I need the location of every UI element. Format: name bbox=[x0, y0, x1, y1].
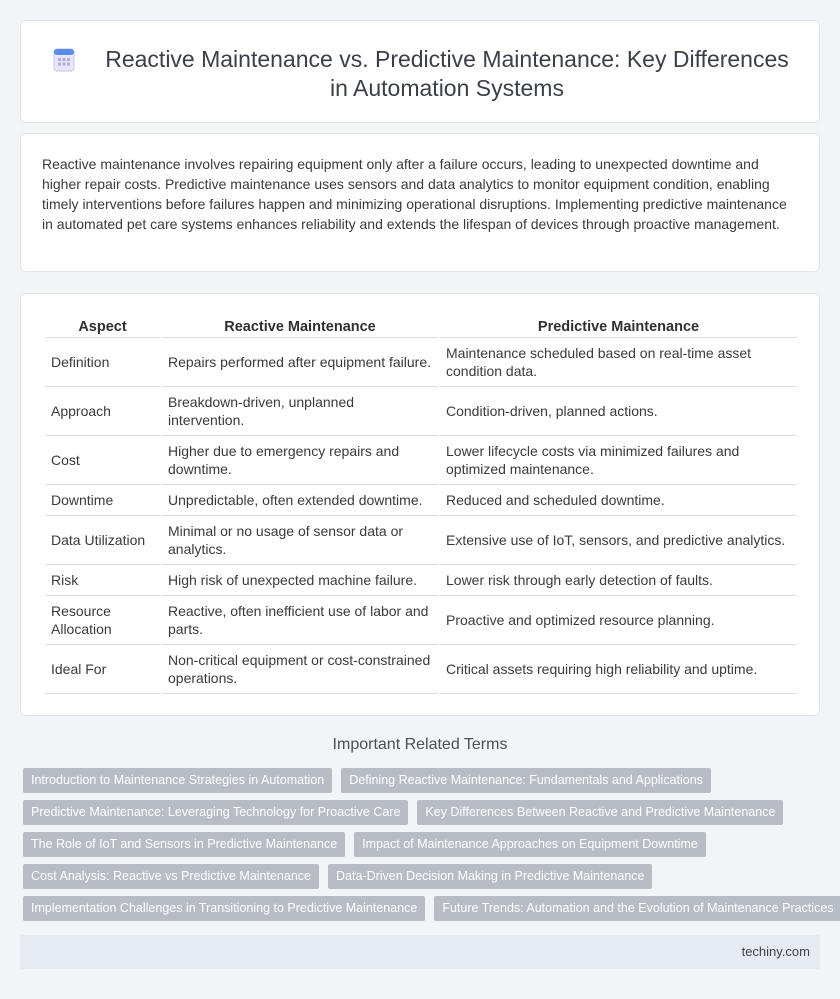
table-row bbox=[45, 565, 797, 596]
related-term-tag[interactable]: Defining Reactive Maintenance: Fundamentals and Applications bbox=[341, 768, 711, 793]
row-reactive: High risk of unexpected machine failure. bbox=[162, 565, 438, 596]
row-reactive: Non-critical equipment or cost-constrained operations. bbox=[162, 645, 438, 694]
row-aspect: Ideal For bbox=[45, 645, 160, 694]
row-aspect: Resource Allocation bbox=[45, 596, 160, 645]
document-icon bbox=[51, 47, 77, 73]
footer bbox=[20, 935, 820, 969]
table-row bbox=[45, 596, 797, 645]
related-terms-heading: Important Related Terms bbox=[332, 736, 508, 753]
header-reactive: Reactive Maintenance bbox=[162, 316, 438, 338]
table-row bbox=[45, 516, 797, 565]
row-predictive: Reduced and scheduled downtime. bbox=[440, 485, 797, 516]
row-reactive: Higher due to emergency repairs and downtime. bbox=[162, 436, 438, 485]
table-row bbox=[45, 485, 797, 516]
row-aspect: Risk bbox=[45, 565, 160, 596]
table-row bbox=[45, 645, 797, 694]
table-row bbox=[45, 387, 797, 436]
row-predictive: Maintenance scheduled based on real-time asset condition data. bbox=[440, 338, 797, 387]
row-predictive: Proactive and optimized resource planning. bbox=[440, 596, 797, 645]
header-predictive: Predictive Maintenance bbox=[440, 316, 797, 338]
related-term-tag[interactable]: Future Trends: Automation and the Evolution of Maintenance Practices bbox=[434, 896, 840, 921]
row-predictive: Condition-driven, planned actions. bbox=[440, 387, 797, 436]
page-title: Reactive Maintenance vs. Predictive Maintenance: Key Differences in Automation Systems bbox=[105, 46, 789, 101]
related-term-tag[interactable]: Implementation Challenges in Transitioning to Predictive Maintenance bbox=[23, 896, 425, 921]
row-reactive: Breakdown-driven, unplanned intervention. bbox=[162, 387, 438, 436]
row-predictive: Extensive use of IoT, sensors, and predictive analytics. bbox=[440, 516, 797, 565]
row-aspect: Cost bbox=[45, 436, 160, 485]
related-term-tag[interactable]: Impact of Maintenance Approaches on Equipment Downtime bbox=[354, 832, 706, 857]
row-aspect: Approach bbox=[45, 387, 160, 436]
title-card bbox=[20, 20, 820, 123]
row-predictive: Lower lifecycle costs via minimized failures and optimized maintenance. bbox=[440, 436, 797, 485]
comparison-card bbox=[20, 293, 820, 716]
row-reactive: Repairs performed after equipment failure. bbox=[162, 338, 438, 387]
row-reactive: Unpredictable, often extended downtime. bbox=[162, 485, 438, 516]
related-term-tag[interactable]: The Role of IoT and Sensors in Predictive Maintenance bbox=[23, 832, 345, 857]
related-term-tag[interactable]: Predictive Maintenance: Leveraging Technology for Proactive Care bbox=[23, 800, 408, 825]
header-aspect: Aspect bbox=[45, 316, 160, 338]
row-reactive: Reactive, often inefficient use of labor and parts. bbox=[162, 596, 438, 645]
related-terms-list bbox=[23, 768, 834, 928]
row-predictive: Lower risk through early detection of faults. bbox=[440, 565, 797, 596]
row-aspect: Definition bbox=[45, 338, 160, 387]
row-aspect: Downtime bbox=[45, 485, 160, 516]
row-reactive: Minimal or no usage of sensor data or analytics. bbox=[162, 516, 438, 565]
related-term-tag[interactable]: Data-Driven Decision Making in Predictive Maintenance bbox=[328, 864, 652, 889]
table-header-row bbox=[45, 316, 797, 338]
row-predictive: Critical assets requiring high reliability and uptime. bbox=[440, 645, 797, 694]
related-term-tag[interactable]: Cost Analysis: Reactive vs Predictive Maintenance bbox=[23, 864, 319, 889]
footer-site[interactable]: techiny.com bbox=[741, 944, 810, 959]
row-aspect: Data Utilization bbox=[45, 516, 160, 565]
table-row bbox=[45, 338, 797, 387]
intro-paragraph: Reactive maintenance involves repairing equipment only after a failure occurs, leading to unexpected downtime and higher repair costs. Predictive maintenance uses sensors and data analytics to monitor equipment condition, enabling timely interventions before failures happen and minimizing operational disruptions. Implementing predictive maintenance in automated pet care systems enhances reliability and extends the lifespan of devices through proactive management. bbox=[42, 156, 787, 232]
related-term-tag[interactable]: Introduction to Maintenance Strategies in Automation bbox=[23, 768, 332, 793]
table-row bbox=[45, 436, 797, 485]
related-term-tag[interactable]: Key Differences Between Reactive and Predictive Maintenance bbox=[417, 800, 783, 825]
intro-card bbox=[20, 133, 820, 272]
comparison-table bbox=[43, 316, 799, 694]
